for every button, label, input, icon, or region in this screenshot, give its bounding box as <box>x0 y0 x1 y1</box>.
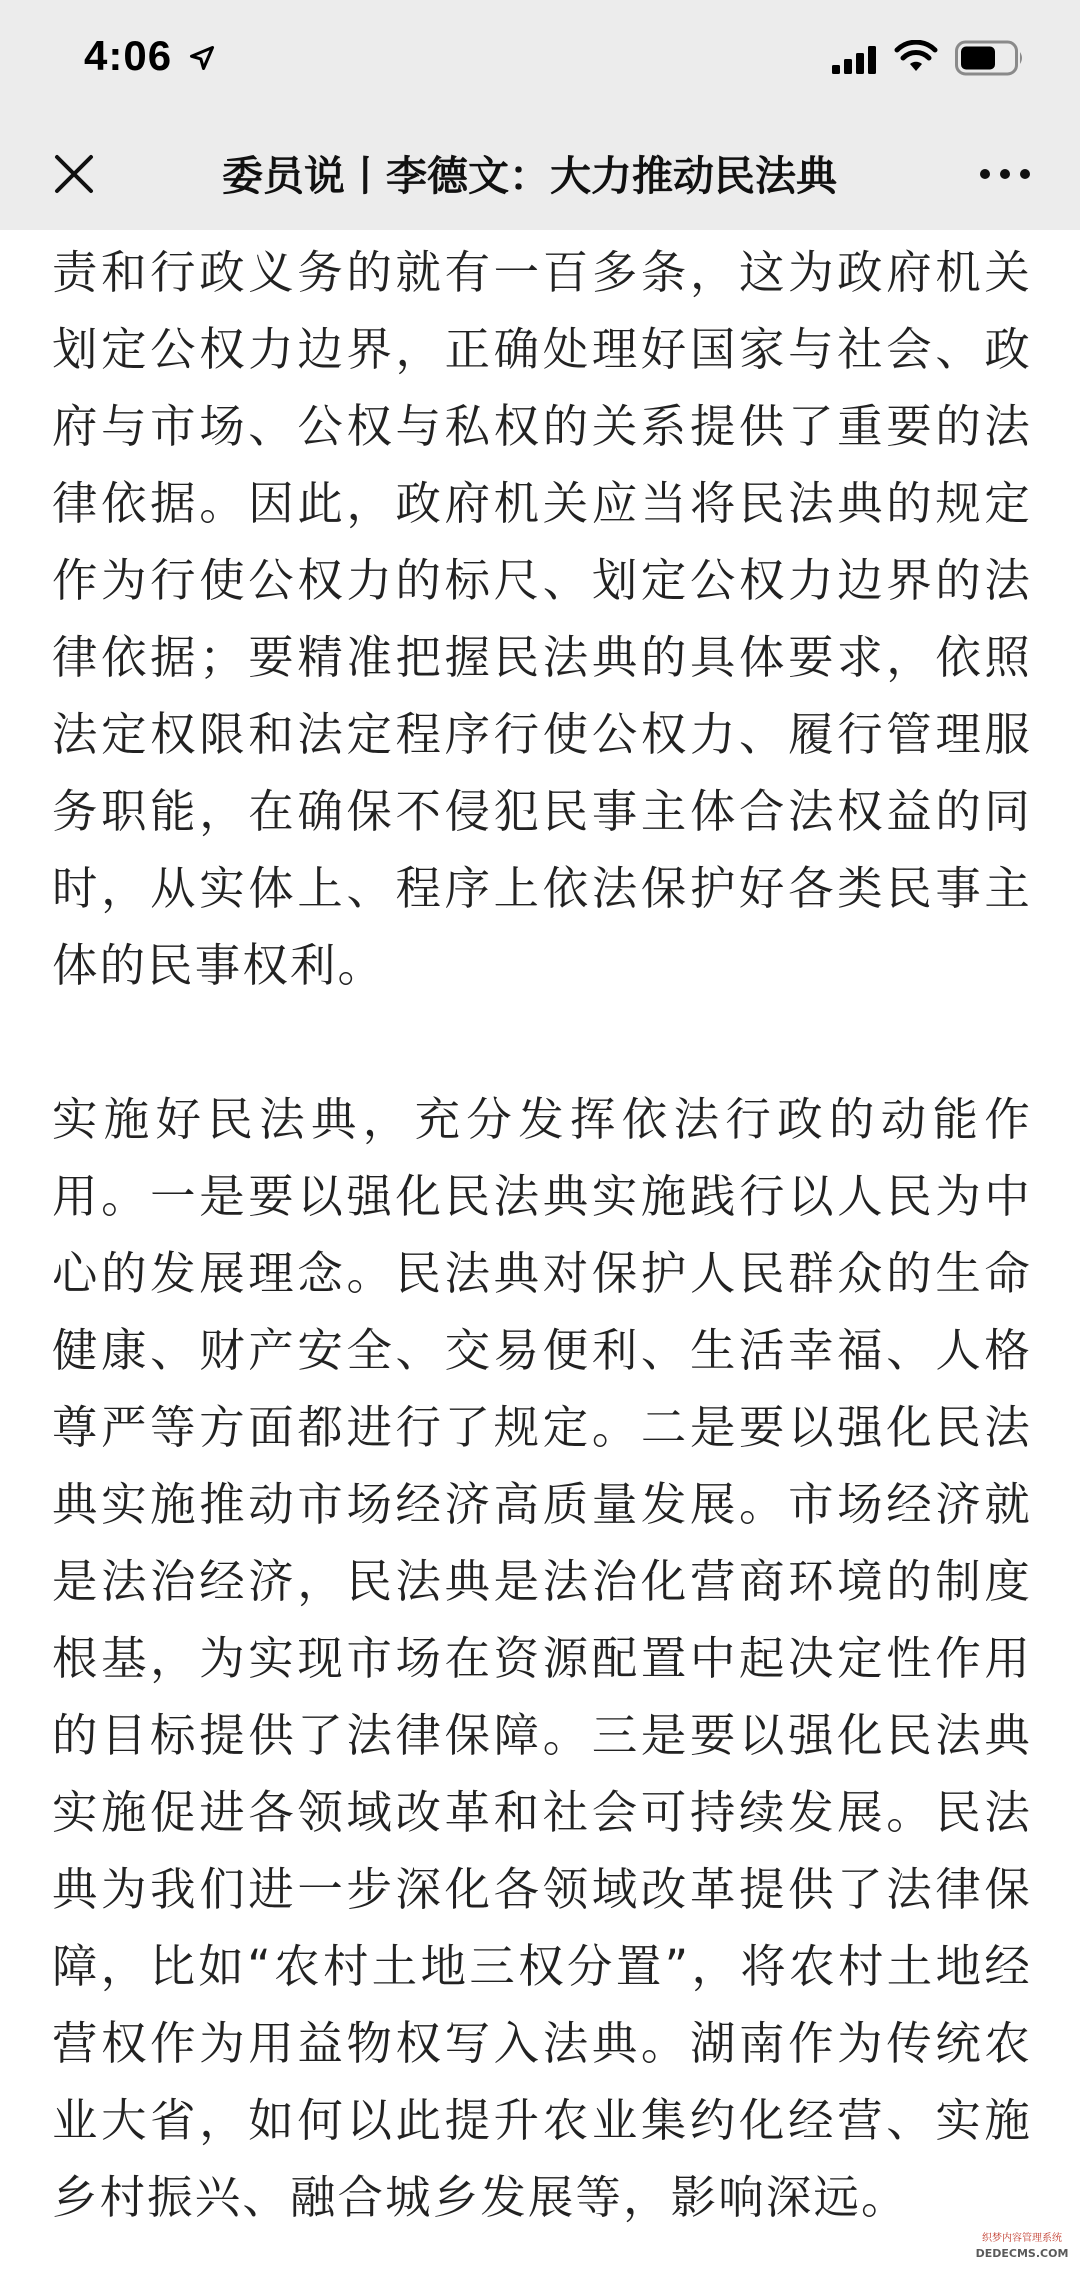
watermark <box>970 2232 1074 2266</box>
wifi-icon <box>894 40 938 74</box>
watermark-bottom-text: DEDECMS.COM <box>975 2247 1069 2260</box>
article-paragraph-1: 责和行政义务的就有一百多条，这为政府机关划定公权力边界，正确处理好国家与社会、政府与市场、公权与私权的关系提供了重要的法律依据。因此，政府机关应当将民法典的规定作为行使公权力的标尺、划定公权力边界的法律依据；要精准把握民法典的具体要求，依照法定权限和法定程序行使公权力、履行管理服务职能，在确保不侵犯民事主体合法权益的同时，从实体上、程序上依法保护好各类民事主体的民事权利。 <box>52 246 1032 992</box>
nav-bar <box>0 118 1080 230</box>
more-button[interactable] <box>970 148 1040 200</box>
status-bar <box>0 0 1080 118</box>
cellular-signal-icon <box>832 46 878 74</box>
status-time: 4:06 <box>84 32 173 79</box>
close-button[interactable] <box>44 144 104 204</box>
close-icon <box>53 153 95 195</box>
battery-icon <box>955 40 1025 76</box>
article-paragraph-2: 实施好民法典，充分发挥依法行政的动能作用。一是要以强化民法典实施践行以人民为中心的发展理念。民法典对保护人民群众的生命健康、财产安全、交易便利、生活幸福、人格尊严等方面都进行了规定。二是要以强化民法典实施推动市场经济高质量发展。市场经济就是法治经济，民法典是法治化营商环境的制度根基，为实现市场在资源配置中起决定性作用的目标提供了法律保障。三是要以强化民法典实施促进各领域改革和社会可持续发展。民法典为我们进一步深化各领域改革提供了法律保障，比如“农村土地三权分置”，将农村土地经营权作为用益物权写入法典。湖南作为传统农业大省，如何以此提升农业集约化经营、实施乡村振兴、融合城乡发展等，影响深远。 <box>52 1093 1032 2224</box>
page-title: 委员说丨李德文：大力推动民法典 <box>222 152 837 200</box>
watermark-top-text: 织梦内容管理系统 <box>982 2233 1062 2244</box>
article-content <box>52 230 1032 2236</box>
location-arrow-icon <box>188 44 216 72</box>
more-dots-icon <box>979 167 1031 181</box>
